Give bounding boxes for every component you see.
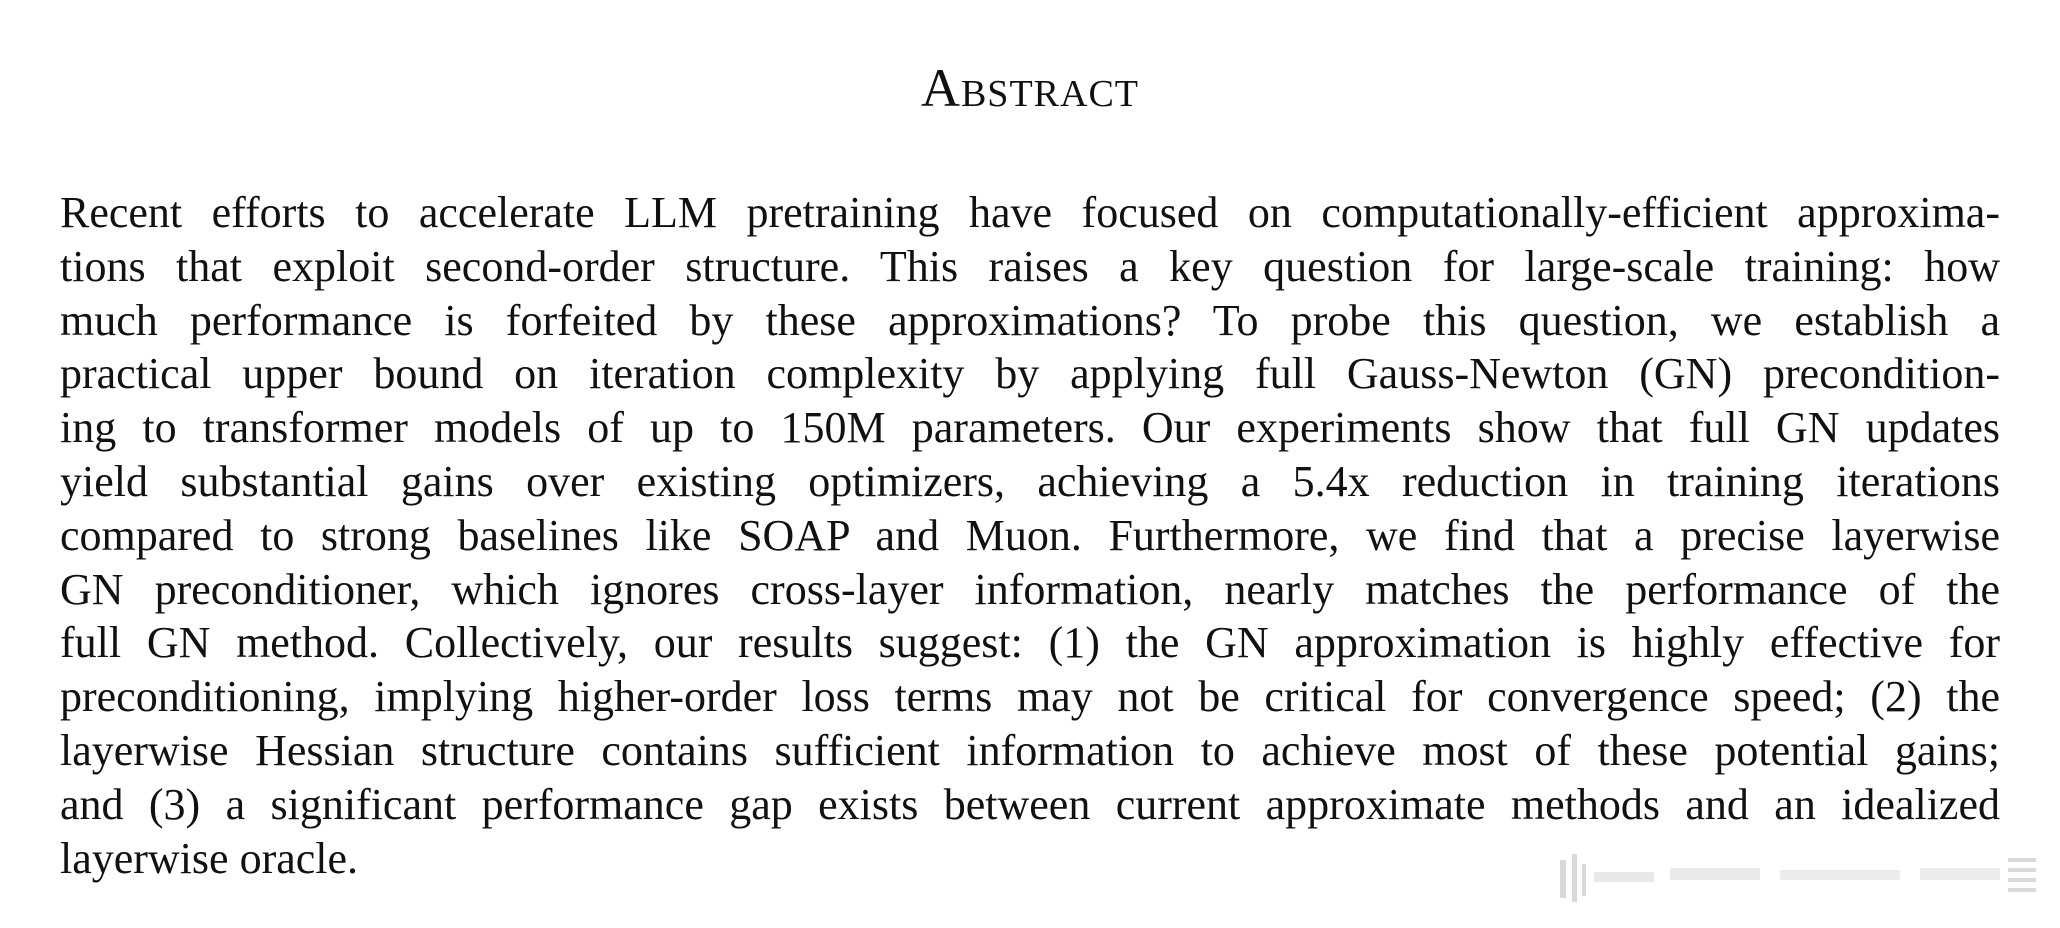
abstract-line: layerwise Hessian structure contains sufficient information to achieve most of these potential gains; [60,725,2000,775]
abstract-line: ing to transformer models of up to 150M parameters. Our experiments show that full GN updates [60,403,2000,453]
abstract-line: Recent efforts to accelerate LLM pretraining have focused on computationally-efficient approxima- [60,188,2000,237]
abstract-line: GN preconditioner, which ignores cross-layer information, nearly matches the performance of the [60,564,2000,614]
abstract-line: full GN method. Collectively, our results suggest: (1) the GN approximation is highly effective for [60,618,2000,668]
abstract-line: much performance is forfeited by these approximations? To probe this question, we establish a [60,295,2000,345]
abstract-line: practical upper bound on iteration complexity by applying full Gauss-Newton (GN) precondition- [60,349,2000,399]
abstract-heading: Abstract [920,58,1140,118]
abstract-line: tions that exploit second-order structure. This raises a key question for large-scale training: how [60,241,2000,291]
abstract-line: and (3) a significant performance gap exists between current approximate methods and an idealized [60,779,2000,829]
abstract-line: preconditioning, implying higher-order loss terms may not be critical for convergence speed; (2) the [60,672,2000,722]
abstract-line: compared to strong baselines like SOAP and Muon. Furthermore, we find that a precise layerwise [60,510,2000,560]
abstract-line: layerwise oracle. [60,833,359,883]
watermark-graphic [1560,850,2040,906]
abstract-body [60,186,2000,885]
abstract-line: yield substantial gains over existing optimizers, achieving a 5.4x reduction in training iterations [60,456,2000,506]
